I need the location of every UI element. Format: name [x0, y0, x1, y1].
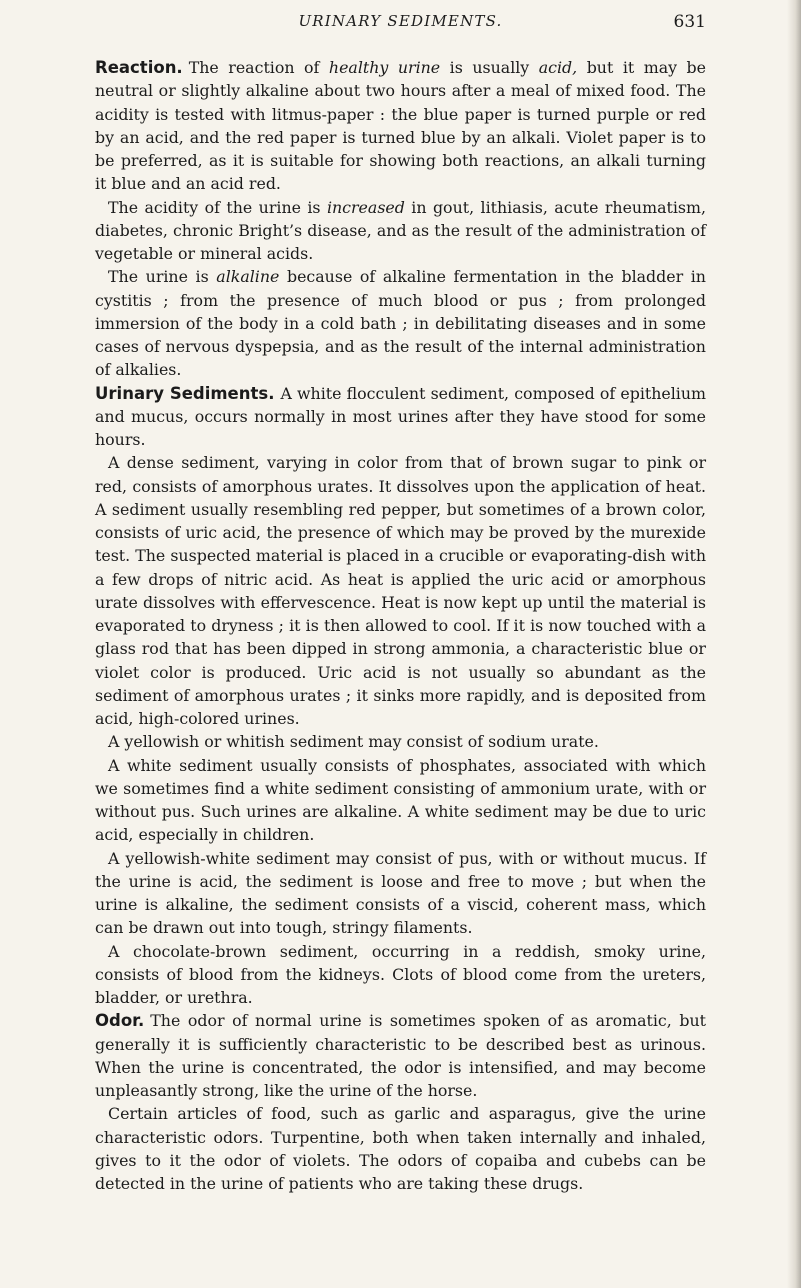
sediments-paragraph-6: A chocolate-brown sediment, occurring in a reddish, smoky urine, consists of blood from the kidneys. Clots of blood come from the ureters, bladder, or urethra. — [95, 941, 706, 1007]
body-text — [95, 56, 706, 1195]
reaction-paragraph-1: Reaction. The reaction of healthy urine is usually acid, but it may be neutral or slightly alkaline about two hours after a meal of mixed food. The acidity is tested with litmus-paper : the blue paper is turned purple or red by an acid, and the red paper is turned blue by an alkali. Violet paper is to be preferred, as it is suitable for showing both reactions, an alkali turning it blue and an acid red. — [95, 58, 707, 194]
page-edge-shadow — [787, 0, 801, 1288]
section-heading-odor: Odor. — [95, 1011, 145, 1031]
reaction-paragraph-3: The urine is alkaline because of alkaline fermentation in the bladder in cystitis ; from the presence of much blood or pus ; from prolonged immersion of the body in a cold bath ; in debilitating diseases and in some cases of nervous dyspepsia, and as the result of the internal administration of alkalies. — [95, 267, 706, 380]
sediments-paragraph-1: Urinary Sediments. A white flocculent sediment, composed of epithelium and mucus, occurs normally in most urines after they have stood for some hours. — [95, 383, 707, 449]
sediments-paragraph-2: A dense sediment, varying in color from that of brown sugar to pink or red, consists of amorphous urates. It dissolves upon the application of heat. A sediment usually resembling red pepper, but sometimes of a brown color, consists of uric acid, the presence of which may be proved by the murexide test. The suspected material is placed in a crucible or evaporating-dish with a few drops of nitric acid. As heat is applied the uric acid or amorphous urate dissolves with effervescence. Heat is now kept up until the material is evaporated to dryness ; it is then allowed to cool. If it is now touched with a glass rod that has been dipped in strong ammonia, a characteristic blue or violet color is produced. Uric acid is not usually so abundant as the sediment of amorphous urates ; it sinks more rapidly, and is deposited from acid, high-colored urines. — [95, 453, 706, 728]
sediments-paragraph-5: A yellowish-white sediment may consist of pus, with or without mucus. If the urine is acid, the sediment is loose and free to move ; but when the urine is alkaline, the sediment consists of a viscid, coherent mass, which can be drawn out into tough, stringy filaments. — [95, 848, 706, 938]
running-head: URINARY SEDIMENTS. — [298, 12, 503, 30]
sediments-paragraph-4: A white sediment usually consists of phosphates, associated with which we sometimes find a white sediment consisting of ammonium urate, with or without pus. Such urines are alkaline. A white sediment may be due to uric acid, especially in children. — [95, 755, 706, 845]
page-number: 631 — [673, 12, 706, 32]
page-header — [95, 12, 706, 34]
emphasis-healthy-urine: healthy urine — [328, 58, 441, 77]
sediments-paragraph-3: A yellowish or whitish sediment may consist of sodium urate. — [108, 732, 599, 752]
odor-paragraph-2: Certain articles of food, such as garlic and asparagus, give the urine characteristic odors. Turpentine, both when taken internally and inhaled, gives to it the odor of violets. The odors of copaiba and cubebs can be detected in the urine of patients who are taking these drugs. — [95, 1104, 706, 1193]
emphasis-increased: increased — [326, 197, 405, 217]
odor-paragraph-1: Odor. The odor of normal urine is sometimes spoken of as aromatic, but generally it is sufficiently characteristic to be described best as urinous. When the urine is concentrated, the odor is intensified, and may become unpleasantly strong, like the urine of the horse. — [95, 1011, 706, 1100]
reaction-paragraph-2: The acidity of the urine is increased in gout, lithiasis, acute rheumatism, diabetes, chronic Bright’s disease, and as the result of the administration of vegetable or mineral acids. — [95, 197, 706, 263]
section-heading-reaction: Reaction. — [95, 58, 183, 77]
section-heading-urinary-sediments: Urinary Sediments. — [95, 383, 275, 403]
emphasis-alkaline: alkaline — [216, 267, 280, 287]
emphasis-acid: acid, — [538, 58, 578, 77]
